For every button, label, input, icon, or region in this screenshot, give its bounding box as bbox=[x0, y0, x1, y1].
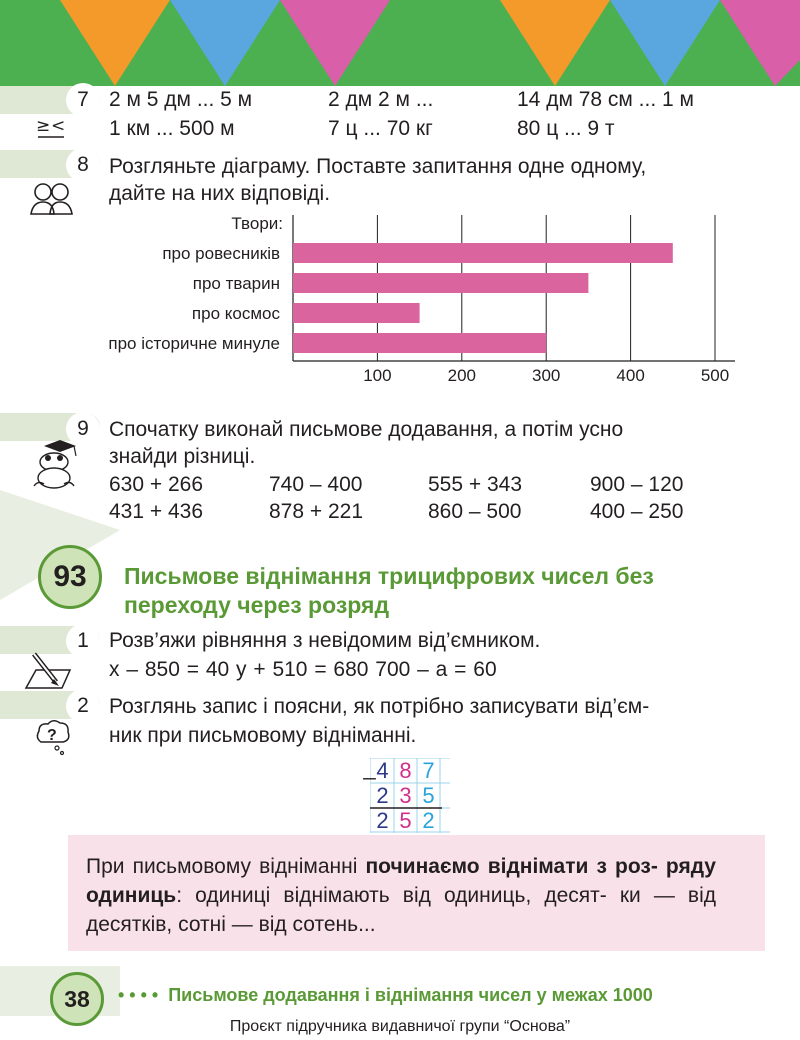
expression: 400 – 250 bbox=[590, 500, 684, 523]
task-text: дайте на них відповіді. bbox=[109, 182, 331, 205]
task-text: Спочатку виконай письмове додавання, а потім усно bbox=[109, 418, 624, 441]
comparison-item: 7 ц ... 70 кг bbox=[328, 117, 433, 140]
digit: 8 bbox=[399, 758, 412, 783]
expression: 740 – 400 bbox=[269, 473, 363, 496]
expression: 431 + 436 bbox=[109, 500, 204, 523]
rule-text bbox=[86, 852, 716, 939]
tick-label: 100 bbox=[363, 366, 392, 385]
tick-label: 300 bbox=[532, 366, 561, 385]
digit: 5 bbox=[399, 808, 412, 833]
page-number: 38 bbox=[50, 972, 104, 1026]
task-number: 7 bbox=[66, 83, 100, 117]
bar-chart bbox=[0, 205, 760, 395]
bar bbox=[293, 243, 673, 263]
bar bbox=[293, 303, 420, 323]
task-number: 1 bbox=[66, 624, 100, 658]
bar bbox=[293, 273, 588, 293]
bar bbox=[293, 333, 546, 353]
expression: 878 + 221 bbox=[269, 500, 364, 523]
chart-tick-labels bbox=[363, 366, 729, 385]
task-number: 8 bbox=[66, 148, 100, 182]
expression: 555 + 343 bbox=[428, 473, 523, 496]
task-text: Розглянь запис і поясни, як потрібно записувати від’єм- bbox=[109, 695, 650, 718]
running-head bbox=[118, 985, 653, 1006]
category-label: про історичне минуле bbox=[108, 334, 280, 353]
tick-label: 400 bbox=[616, 366, 645, 385]
running-head-text: Письмове додавання і віднімання чисел у межах 1000 bbox=[168, 985, 653, 1005]
rule-text-part: : одиниці віднімають від одиниць, десят- ки — від десятків, сотні — від сотень... bbox=[86, 884, 716, 936]
category-label: про космос bbox=[191, 304, 280, 323]
task-text: ник при письмовому відніманні. bbox=[109, 724, 417, 747]
compare-signs-icon bbox=[36, 115, 70, 141]
comparison-item: 2 дм 2 м ... bbox=[328, 88, 434, 111]
footer-dots: • • • • bbox=[118, 985, 159, 1005]
minus-sign: _ bbox=[363, 755, 376, 780]
expression: 900 – 120 bbox=[590, 473, 684, 496]
category-label: про тварин bbox=[192, 274, 280, 293]
comparison-item: 14 дм 78 см ... 1 м bbox=[517, 88, 694, 111]
frog-scholar-icon bbox=[26, 440, 82, 490]
chart-title: Твори: bbox=[231, 214, 283, 233]
rule-text-bold: починаємо віднімати з роз- ряду одиниць bbox=[86, 855, 716, 907]
expression: 860 – 500 bbox=[428, 500, 522, 523]
comparison-item: 80 ц ... 9 т bbox=[517, 117, 615, 140]
digit: 5 bbox=[422, 783, 435, 808]
publisher-note: Проєкт підручника видавничої групи “Основа” bbox=[229, 1018, 571, 1035]
task-text: знайди різниці. bbox=[109, 445, 256, 468]
digit: 2 bbox=[376, 808, 389, 833]
digit: 7 bbox=[422, 758, 435, 783]
equations: х – 850 = 40 у + 510 = 680 700 – а = 60 bbox=[109, 658, 497, 681]
question-cloud-icon bbox=[33, 718, 73, 756]
lesson-title: Письмове віднімання трицифрових чисел без переходу через розряд bbox=[124, 563, 654, 618]
task-number: 9 bbox=[66, 412, 100, 446]
category-label: про ровесників bbox=[162, 244, 280, 263]
digit: 4 bbox=[376, 758, 389, 783]
svg-text:<: < bbox=[51, 116, 66, 136]
chart-bars bbox=[293, 243, 673, 353]
svg-text:≥: ≥ bbox=[36, 116, 51, 136]
expression: 630 + 266 bbox=[109, 473, 204, 496]
lesson-number: 93 bbox=[38, 545, 102, 609]
pencil-notebook-icon bbox=[24, 652, 74, 692]
rule-text-part: При письмовому відніманні bbox=[86, 855, 366, 878]
digit: 2 bbox=[376, 783, 389, 808]
chart-category-labels bbox=[108, 244, 280, 353]
top-decorative-banner bbox=[0, 0, 800, 86]
task-text: Розгляньте діаграму. Поставте запитання одне одному, bbox=[109, 155, 647, 178]
comparison-item: 2 м 5 дм ... 5 м bbox=[109, 88, 253, 111]
digit: 2 bbox=[422, 808, 435, 833]
digit: 3 bbox=[399, 783, 412, 808]
comparison-item: 1 км ... 500 м bbox=[109, 117, 235, 140]
tick-label: 500 bbox=[700, 366, 730, 385]
tick-label: 200 bbox=[447, 366, 476, 385]
task-number: 2 bbox=[66, 689, 100, 723]
svg-text:?: ? bbox=[47, 727, 57, 744]
task-text: Розв’яжи рівняння з невідомим від’ємником. bbox=[109, 629, 541, 652]
